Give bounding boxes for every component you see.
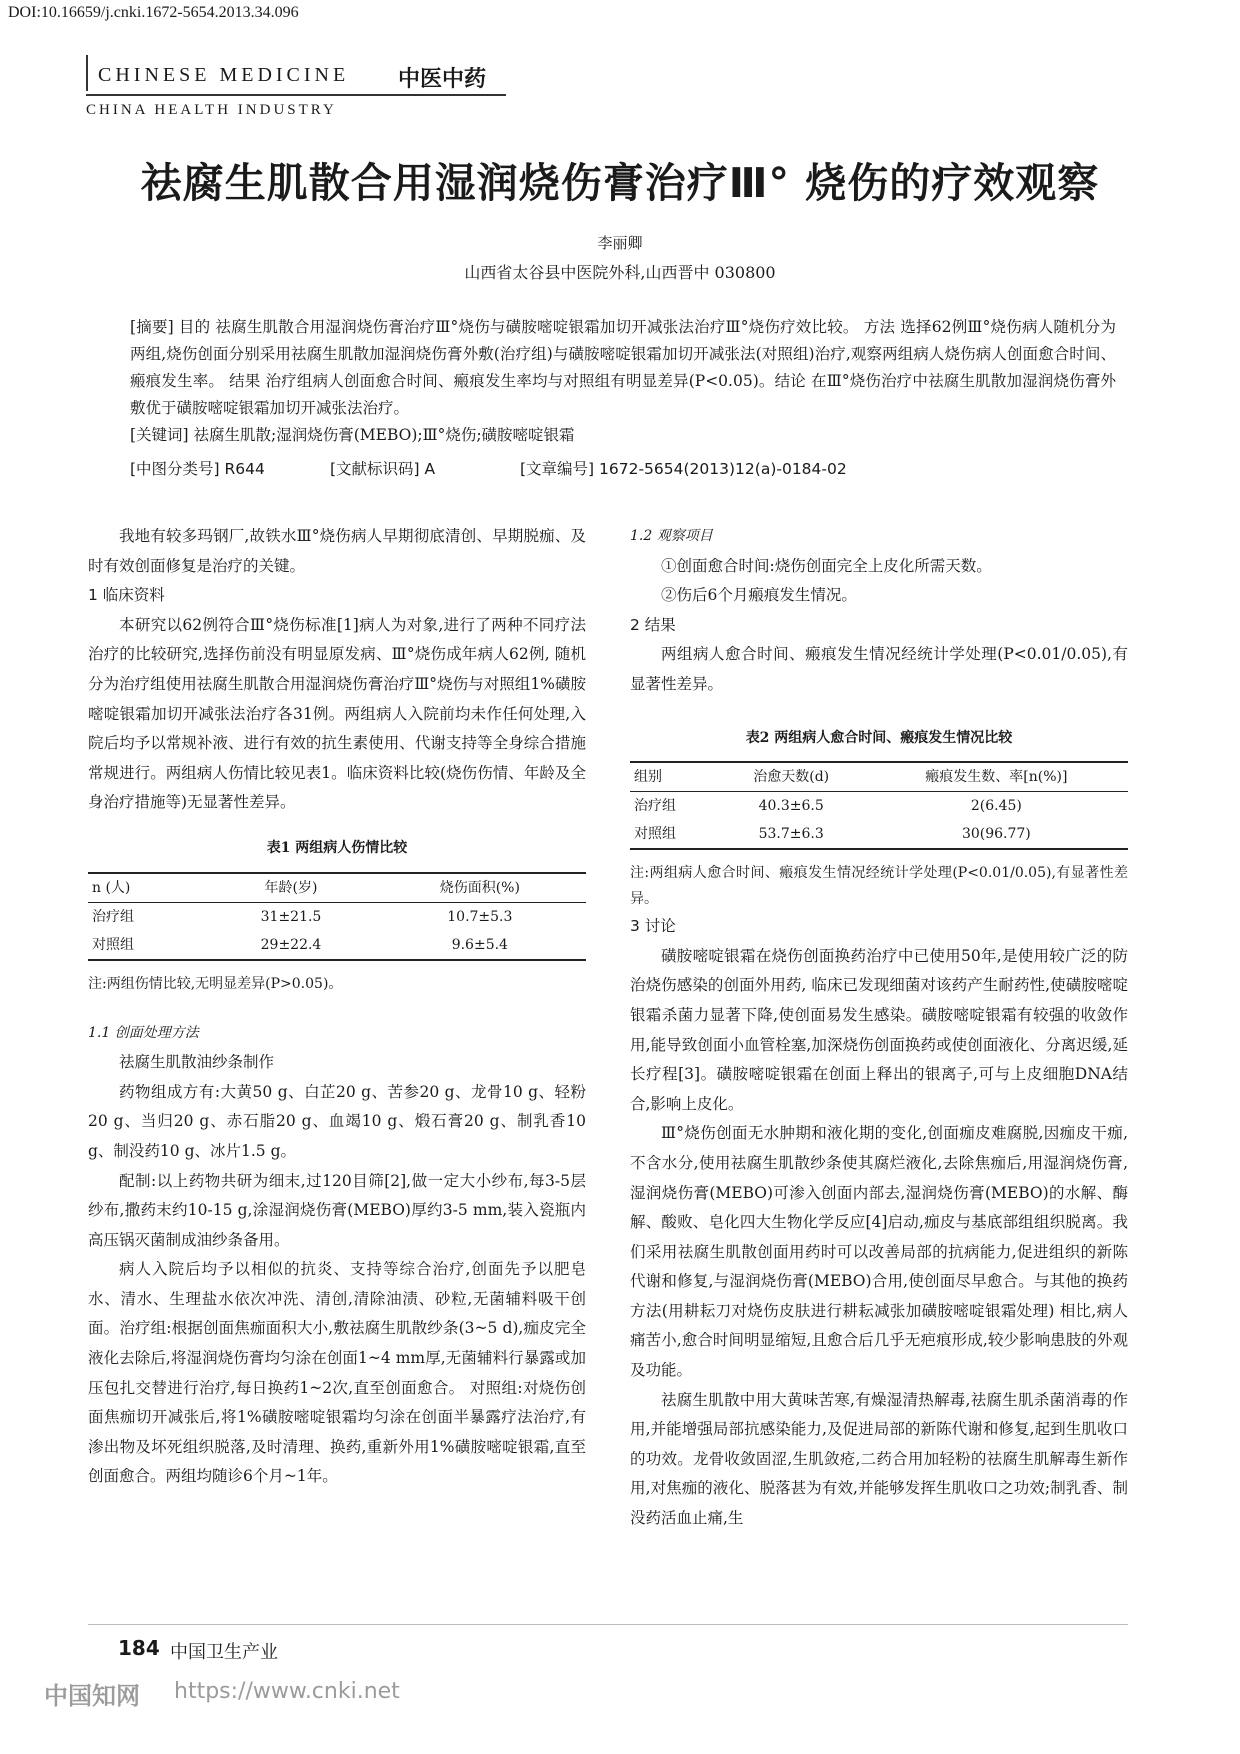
- table-cell: 10.7±5.3: [447, 908, 513, 925]
- table-caption: 表1 两组病人伤情比较: [266, 839, 408, 856]
- observation-item: ②伤后6个月瘢痕发生情况。: [661, 586, 857, 605]
- document-code: [文献标识码] A: [330, 460, 436, 478]
- paragraph: 病人入院后均予以相似的抗炎、支持等综合治疗,创面先予以肥皂水、清水、生理盐水依次冲洗、清创,清除油渍、砂粒,无菌辅料吸干创面。治疗组:根据创面焦痂面积大小,敷祛腐生肌散纱条(3~5 d),痂皮完全液化去除后,将湿润烧伤膏均匀涂在创面1~4 mm厚,无菌辅料行暴露或加压包扎交替进行治疗,每日换药1~2次,直至创面愈合。 对照组:对烧伤创面焦痂切开减张后,将1%磺胺嘧啶银霜均匀涂在创面半暴露疗法治疗,有渗出物及坏死组织脱落,及时清理、换药,重新外用1%磺胺嘧啶银霜,直至创面愈合。两组均随诊6个月~1年。: [88, 1260, 586, 1486]
- table-cell: 40.3±6.5: [758, 798, 824, 815]
- section-heading: 2 结果: [630, 615, 676, 634]
- table-header-row: [630, 762, 1128, 792]
- table-header-cell: n (人): [92, 879, 131, 896]
- watermark-url: https://www.cnki.net: [174, 1679, 400, 1704]
- table-note: 注:两组病人愈合时间、瘢痕发生情况经统计学处理(P<0.01/0.05),有显著性差异。: [630, 865, 1128, 908]
- section-heading: 3 讨论: [630, 917, 676, 936]
- table-row: [630, 792, 1128, 821]
- journal-section-cn: 中医中药: [398, 67, 487, 92]
- paragraph: 本研究以62例符合Ⅲ°烧伤标准[1]病人为对象,进行了两种不同疗法治疗的比较研究,选择伤前没有明显原发病、Ⅲ°烧伤成年病人62例, 随机分为治疗组使用祛腐生肌散合用湿润烧伤膏治疗Ⅲ°烧伤与对照组1%磺胺嘧啶银霜加切开减张法治疗各31例。两组病人入院前均未作任何处理,入院后均予以常规补液、进行有效的抗生素使用、代谢支持等全身综合措施常规进行。两组病人伤情比较见表1。临床资料比较(烧伤伤情、年龄及全身治疗措施等)无显著性差异。: [88, 615, 586, 812]
- table-cell: 对照组: [634, 826, 676, 843]
- right-column: [630, 522, 1128, 1534]
- table-header-cell: 烧伤面积(%): [439, 879, 520, 896]
- paragraph: 药物组成方有:大黄50 g、白芷20 g、苦参20 g、龙骨10 g、轻粉20 g、当归20 g、赤石脂20 g、血竭10 g、煅石膏20 g、制乳香10 g、制没药10 g、冰片1.5 g。: [88, 1082, 586, 1160]
- table-header-cell: 瘢痕发生数、率[n(%)]: [925, 769, 1068, 786]
- subsection-heading: 1.2 观察项目: [630, 528, 713, 544]
- table-cell: 对照组: [92, 936, 134, 953]
- table-caption: 表2 两组病人愈合时间、瘢痕发生情况比较: [745, 729, 1013, 746]
- journal-name-en: CHINA HEALTH INDUSTRY: [86, 102, 337, 118]
- table-cell: 2(6.45): [970, 798, 1022, 815]
- article-title: 祛腐生肌散合用湿润烧伤膏治疗Ⅲ° 烧伤的疗效观察: [140, 159, 1100, 207]
- table-cell: 治疗组: [634, 798, 676, 815]
- subsection-heading: 1.1 创面处理方法: [88, 1024, 199, 1041]
- paragraph: 祛腐生肌散中用大黄味苦寒,有燥湿清热解毒,祛腐生肌杀菌消毒的作用,并能增强局部抗感染能力,及促进局部的新陈代谢和修复,起到生肌收口的功效。龙骨收敛固涩,生肌敛疮,二药合用加轻粉的祛腐生肌解毒生新作用,对焦痂的液化、脱落甚为有效,并能够发挥生肌收口之功效;制乳香、制没药活血止痛,生: [630, 1390, 1128, 1528]
- left-column: [88, 522, 586, 1492]
- clc-number: [中图分类号] R644: [130, 460, 265, 478]
- table-1: [88, 872, 586, 961]
- table-row: [88, 902, 586, 931]
- table-2: [630, 761, 1128, 850]
- table-row: [630, 820, 1128, 849]
- table-cell: 9.6±5.4: [451, 936, 508, 953]
- table-cell: 29±22.4: [260, 936, 322, 953]
- table-note: 注:两组伤情比较,无明显差异(P>0.05)。: [88, 975, 343, 992]
- subsection-subtitle: 祛腐生肌散油纱条制作: [119, 1053, 275, 1072]
- page-number: 184: [118, 1636, 160, 1660]
- table-header-cell: 组别: [634, 769, 662, 786]
- header-divider-vertical: [86, 55, 88, 91]
- affiliation: 山西省太谷县中医院外科,山西晋中 030800: [464, 263, 776, 282]
- intro-paragraph: 我地有较多玛钢厂,故铁水Ⅲ°烧伤病人早期彻底清创、早期脱痂、及时有效创面修复是治疗的关键。: [88, 527, 586, 575]
- paragraph: 两组病人愈合时间、瘢痕发生情况经统计学处理(P<0.01/0.05),有显著性差异。: [630, 645, 1128, 693]
- keywords: [关键词] 祛腐生肌散;湿润烧伤膏(MEBO);Ⅲ°烧伤;磺胺嘧啶银霜: [130, 426, 575, 444]
- journal-section-en: CHINESE MEDICINE: [98, 64, 350, 86]
- table-header-row: [88, 873, 586, 903]
- paragraph: 配制:以上药物共研为细末,过120目筛[2],做一定大小纱布,每3-5层纱布,撒药末约10-15 g,涂湿润烧伤膏(MEBO)厚约3-5 mm,装入瓷瓶内高压锅灭菌制成油纱条备用。: [88, 1171, 586, 1249]
- section-heading: 1 临床资料: [88, 586, 165, 605]
- abstract-text: [摘要] 目的 祛腐生肌散合用湿润烧伤膏治疗Ⅲ°烧伤与磺胺嘧啶银霜加切开减张法治疗Ⅲ°烧伤疗效比较。 方法 选择62例Ⅲ°烧伤病人随机分为两组,烧伤创面分别采用祛腐生肌散加湿润烧伤膏外敷(治疗组)与磺胺嘧啶银霜加切开减张法(对照组)治疗,观察两组病人烧伤病人创面愈合时间、瘢痕发生率。 结果 治疗组病人创面愈合时间、瘢痕发生率均与对照组有明显差异(P<0.05)。结论 在Ⅲ°烧伤治疗中祛腐生肌散加湿润烧伤膏外敷优于磺胺嘧啶银霜加切开减张法治疗。: [130, 318, 1116, 417]
- table-cell: 31±21.5: [260, 908, 322, 925]
- table-cell: 治疗组: [92, 908, 134, 925]
- table-header-cell: 年龄(岁): [264, 879, 318, 896]
- header-divider-horizontal: [86, 94, 506, 96]
- table-cell: 30(96.77): [961, 826, 1031, 843]
- table-row: [88, 931, 586, 960]
- footer-divider: [88, 1624, 1128, 1625]
- author: 李丽卿: [597, 234, 643, 252]
- observation-item: ①创面愈合时间:烧伤创面完全上皮化所需天数。: [661, 556, 992, 575]
- table-header-cell: 治愈天数(d): [753, 769, 830, 786]
- paragraph: 磺胺嘧啶银霜在烧伤创面换药治疗中已使用50年,是使用较广泛的防治烧伤感染的创面外用药, 临床已发现细菌对该药产生耐药性,使磺胺嘧啶银霜杀菌力显著下降,使创面易发生感染。磺胺嘧啶银霜有较强的收敛作用,能导致创面小血管栓塞,加深烧伤创面换药或使创面液化、分离迟缓,延长疗程[3]。磺胺嘧啶银霜在创面上释出的银离子,可与上皮细胞DNA结合,影响上皮化。: [630, 946, 1128, 1113]
- table-cell: 53.7±6.3: [758, 826, 824, 843]
- abstract: [130, 314, 1116, 449]
- doi-text: DOI:10.16659/j.cnki.1672-5654.2013.34.096: [8, 4, 299, 21]
- article-number: [文章编号] 1672-5654(2013)12(a)-0184-02: [520, 460, 847, 478]
- journal-name-cn: 中国卫生产业: [170, 1642, 278, 1663]
- watermark-logo-text: 中国知网: [44, 1682, 140, 1710]
- paragraph: Ⅲ°烧伤创面无水肿期和液化期的变化,创面痂皮难腐脱,因痂皮干痂,不含水分,使用祛腐生肌散纱条使其腐烂液化,去除焦痂后,用湿润烧伤膏,湿润烧伤膏(MEBO)可渗入创面内部去,湿润烧伤膏(MEBO)的水解、酶解、酸败、皂化四大生物化学反应[4]启动,痂皮与基底部组组织脱离。我们采用祛腐生肌散创面用药时可以改善局部的抗病能力,促进组织的新陈代谢和修复,与湿润烧伤膏(MEBO)合用,使创面尽早愈合。与其他的换药方法(用耕耘刀对烧伤皮肤进行耕耘减张加磺胺嘧啶银霜处理) 相比,病人痛苦小,愈合时间明显缩短,且愈合后几乎无疤痕形成,较少影响患肢的外观及功能。: [630, 1124, 1128, 1380]
